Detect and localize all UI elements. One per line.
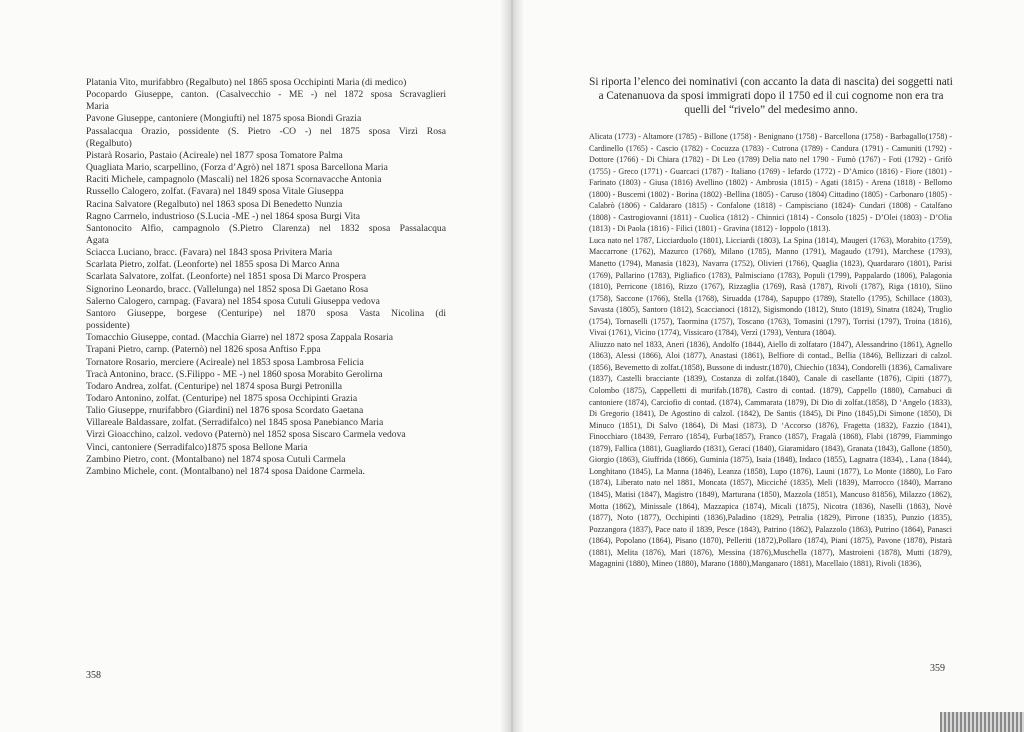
marriage-entry-line: possidente)	[86, 320, 130, 332]
marriage-entry-line: Zambino Michele, cont. (Montalbano) nel 1874 sposa Daidone Carmela.	[86, 465, 365, 477]
marriage-entry-line: Trapani Pietro, carnp. (Paternò) nel 1826 sposa Anftiso F.ppa	[86, 344, 321, 356]
marriage-entry-line: Ragno Carrnelo, industrioso (S.Lucia -ME -) nel 1864 sposa Burgi Vita	[86, 210, 361, 222]
names-paragraph-1: Alicata (1773) - Altamore (1785) - Billone (1758) - Benignano (1758) - Barcellona (1758) - Barbagallo(1758) - Cardinello (1765) - Cascio (1782) - Cocuzza (1783) - Cutrona (1789) - Candura (1791) - Camuniti (1792) - Dottore (1766) - Di Chiara (1782) - Di Leo (1789) Delia nato nel 1790 - Fumò (1767) - Foti (1792) - Grifò (1755) - Greco (1771) - Guarcaci (1787) - Italiano (1769) - Iefardo (1772) - D’Amico (1816) - Fiore (1801) - Farinato (1803) - Giusa (1816) Avellino (1802) - Ambrosia (1815) - Agati (1815) - Arena (1818) - Bellomo (1800) - Buscemi (1802) - Borina (1802) -Bellina (1805) - Caruso (1804) Cittadino (1805) - Carbonaro (1805) - Calabrò (1806) - Caldararo (1815) - Confalone (1818) - Campisciano (1824)- Cundari (1808) - Catalfano (1808) - Castrogiovanni (1811) - Cuolica (1812) - Chinnici (1814) - Consolo (1825) - D’Olei (1803) - D’Olia (1813) - Di Paola (1816) - Filici (1801) - Gravina (1812) - Ioppolo (1813).	[589, 132, 952, 234]
marriage-entry-line: Scarlata Pietro, zolfat. (Leonforte) nel 1855 sposa Di Marco Anna	[86, 259, 340, 271]
marriage-entry-line: Quagliata Mario, scarpellino, (Forza d’Agrò) nel 1871 sposa Barcellona Maria	[86, 162, 388, 174]
marriage-entry-line: Passalacqua Orazio, possidente (S. Pietro -CO -) nel 1875 sposa Virzì Rosa	[86, 125, 446, 137]
marriage-entry-line: Pocopardo Giuseppe, canton. (Casalvecchio - ME -) nel 1872 sposa Scravaglieri	[86, 89, 446, 101]
marriage-entry-line: Russello Calogero, zolfat. (Favara) nel 1849 sposa Vitale Giuseppa	[86, 186, 344, 198]
marriage-entry-line: Tornatore Rosario, merciere (Acireale) nel 1853 sposa Lambrosa Felicia	[86, 356, 364, 368]
marriage-entry-line: Zambino Pietro, cont. (Montalbano) nel 1874 sposa Cutuli Carmela	[86, 453, 346, 465]
marriage-entry-line: Maria	[86, 101, 109, 113]
scan-edge-shadow	[940, 712, 1024, 732]
marriage-entry-line: Todaro Andrea, zolfat. (Centuripe) nel 1874 sposa Burgi Petronilla	[86, 380, 342, 392]
marriage-entry-line: Talio Giuseppe, rnurifabbro (Giardini) nel 1876 sposa Scordato Gaetana	[86, 405, 364, 417]
marriage-entry-line: Virzì Gioacchino, calzol. vedovo (Paternò) nel 1852 sposa Siscaro Carmela vedova	[86, 429, 406, 441]
marriage-entry-line: Platania Vito, murifabbro (Regalbuto) nel 1865 sposa Occhipinti Maria (di medico)	[86, 77, 407, 88]
marriage-entry-line: Santonocito Alfio, campagnolo (S.Pietro Clarenza) nel 1832 sposa Passalacqua	[86, 222, 446, 234]
page-number-right: 359	[930, 663, 945, 674]
marriage-entry-line: Signorino Leonardo, bracc. (Vallelunga) nel 1852 sposa Di Gaetano Rosa	[86, 283, 369, 295]
marriage-entry-line: Scarlata Salvatore, zolfat. (Leonforte) nel 1851 sposa Di Marco Prospera	[86, 271, 366, 283]
marriage-entry-line: Racina Salvatore (Regalbuto) nel 1863 sposa Di Benedetto Nunzia	[86, 198, 343, 210]
page-number-left: 358	[86, 670, 101, 681]
birth-names-list	[589, 131, 952, 570]
marriage-entry-line: Pavone Giuseppe, cantoniere (Mongiufti) nel 1875 sposa Biondi Grazia	[86, 113, 362, 125]
marriage-entry-line: Vinci, cantoniere (Serradifalco)1875 sposa Bellone Maria	[86, 441, 308, 453]
marriage-entry-line: Sciacca Luciano, bracc. (Favara) nel 1843 sposa Privitera Maria	[86, 247, 333, 259]
marriage-entry-line: Villareale Baldassare, zolfat. (Serradifalco) nel 1845 sposa Panebianco Maria	[86, 417, 384, 429]
marriage-entry-line: Raciti Michele, campagnolo (Mascali) nel 1826 sposa Scornavacche Antonia	[86, 174, 382, 186]
marriage-entry-line: Agata	[86, 234, 109, 246]
marriage-entry-line: Tomacchio Giuseppe, contad. (Macchia Giarre) nel 1872 sposa Zappala Rosaria	[86, 332, 394, 344]
right-page	[512, 0, 1024, 732]
marriage-entry-line: (Regalbuto)	[86, 137, 132, 149]
marriage-entry-line: Pistarà Rosario, Pastaio (Acireale) nel 1877 sposa Tomatore Palma	[86, 149, 343, 161]
intro-paragraph: Si riporta l’elenco dei nominativi (con accanto la data di nascita) dei soggetti nati a Catenanuova da sposi immigrati dopo il 1750 ed il cui cognome non era tra quelli del “rivelo” del medesimo anno.	[589, 76, 953, 117]
immigrant-marriages-list	[86, 77, 446, 478]
book-gutter	[500, 0, 524, 732]
names-paragraph-2: Luca nato nel 1787, Licciarduolo (1801), Licciardi (1803), La Spina (1814), Maugeri (1763), Morabito (1759), Maccarrone (1762), Mazurco (1768), Milano (1785), Manno (1791), Magaudo (1791), Marchese (1793), Manetto (1794), Manasia (1823), Navarra (1752), Olivieri (1766), Quaglia (1823), Quardararo (1801), Parisi (1769), Pallarino (1783), Pigliafico (1783), Palmisciano (1783), Populi (1799), Pappalardo (1806), Palagonia (1810), Perricone (1816), Rizzo (1767), Rizzaglia (1769), Rasà (1787), Rivoli (1787), Riga (1810), Siino (1758), Saccone (1766), Stella (1768), Siruadda (1784), Sapuppo (1789), Statello (1795), Schillace (1803), Savasta (1805), Santoro (1812), Scaccianoci (1812), Sigismondo (1812), Stuto (1819), Sinatra (1824), Truglio (1754), Tornaselli (1757), Taormina (1757), Toscano (1763), Tomasini (1797), Torrisi (1797), Troina (1816), Vivai (1761), Vicino (1774), Vissicaro (1784), Verzì (1793), Ventura (1804).	[589, 235, 952, 338]
marriage-entry-line: Santoro Giuseppe, borgese (Centuripe) nel 1870 sposa Vasta Nicolina (di	[86, 307, 446, 319]
marriage-entry-line: Salerno Calogero, carnpag. (Favara) nel 1854 sposa Cutuli Giuseppa vedova	[86, 295, 380, 307]
marriage-entry-line: Todaro Antonino, zolfat. (Centuripe) nel 1875 sposa Occhipinti Grazia	[86, 393, 358, 404]
marriage-entry-line: Tracà Antonino, bracc. (S.Filippo - ME -) nel 1860 sposa Morabito Gerolirna	[86, 368, 383, 380]
names-paragraph-3: Aliuzzo nato nel 1833, Aneri (1836), Andolfo (1844), Aiello di zolfataro (1847), Alessandrino (1861), Agnello (1863), Alessi (1866), Aloi (1877), Anastasi (1861), Belfiore di contad., Bellia (1846), Bellizzari di calzol.(1856), Bevemetto di zolfat.(1858), Bussone di industr.(1870), Chiechio (1834), Condorelli (1836), Carnalivare (1837), Castelli bracciante (1839), Costanza di zolfat.(1840), Canale di casellante (1876), Cipiti (1877), Colombo (1875), Cappelletti di murifab.(1878), Castro di contad. (1879), Cappello (1880), Carnabuci di cantoniere (1874), Carciofio di contad. (1874), Cammarata (1879), Di Dio di zolfat.(1858), D ‘Angelo (1833), Di Gregorio (1841), De Agostino di calzol. (1842), De Santis (1845), Di Pino (1845),Di Simone (1850), Di Minuco (1851), Di Salvo (1864), Di Masi (1873), D ‘Accorso (1876), Fragetta (1832), Fazzio (1841), Finocchiaro (18439, Ferraro (1854), Furba(1857), Franco (1857), Fragalà (1868), Flabi (18799, Fiammingo (1879), Fallica (1881), Guagliardo (1831), Geraci (1840), Giaramidaro (1843), Granata (1843), Gallone (1850), Giorgio (1863), Giuffrida (1866), Guminia (1875), Isaia (1848), Indaco (1855), Lagnatra (1834), , Lana (1844), Longhitano (1845), La Manna (1846), Leanza (1858), Lupo (1876), Launi (1877), Lo Monte (1880), Lo Faro (1874), Liberato nato nel 1881, Moncata (1857), Micciché (1835), Meli (1839), Marrocco (1840), Marrano (1845), Matisi (1847), Magistro (1849), Marturana (1850), Mazzola (1851), Mancuso 81856), Milazzo (1862), Motta (1862), Minissale (1864), Mazzapica (1874), Micali (1875), Nicotra (1836), Naselli (1863), Novè (1877), Noto (1877), Occhipinti (1836),Paladino (1829), Petralia (1829), Pirrone (1835), Punzio (1835), Pozzangora (1837), Pace nato il 1839, Pesce (1843), Patrino (1862), Palazzolo (1863), Putrino (1864), Panasci (1864), Popolano (1864), Pisano (1870), Pelleriti (1872),Pollaro (1874), Piani (1875), Pavone (1878), Pistarà (1881), Melita (1876), Mari (1876), Messina (1876),Muschella (1877), Mastroieni (1878), Mutti (1879), Magagnini (1880), Mineo (1880), Marano (1880),Manganaro (1881), Macellaio (1881), Rivoli (1836),	[589, 339, 952, 569]
